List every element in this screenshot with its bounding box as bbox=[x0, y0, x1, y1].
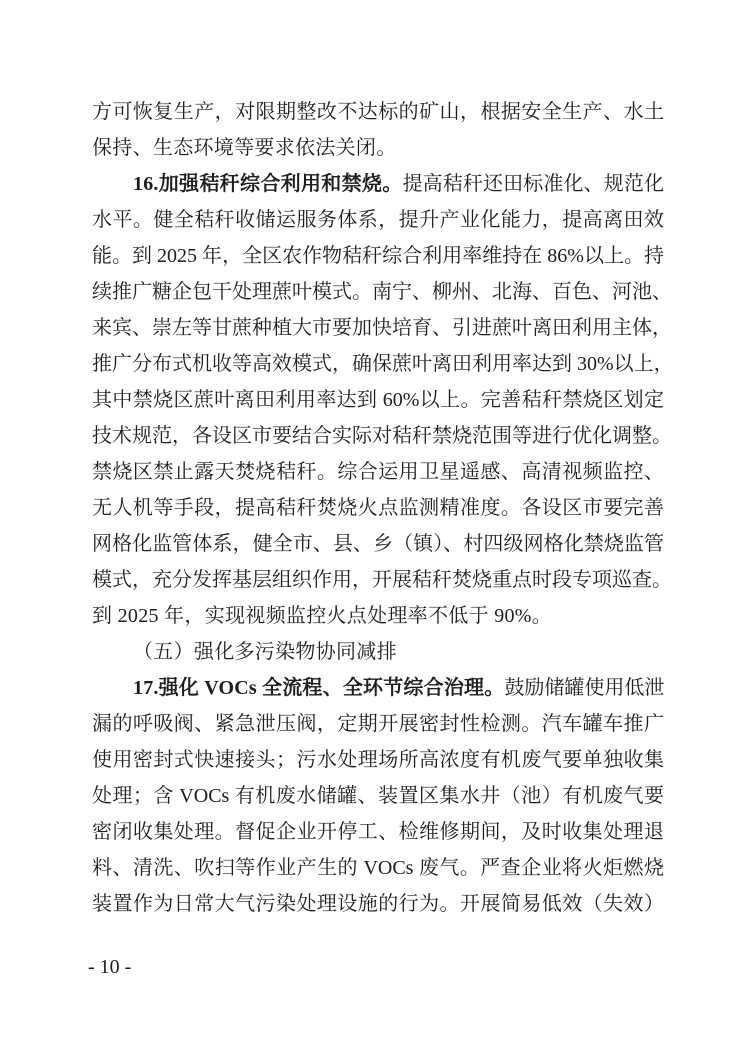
document-body bbox=[92, 94, 674, 922]
heading-text-segment: 17.强化 VOCs 全流程、全环节综合治理。 bbox=[133, 677, 505, 699]
text-line bbox=[92, 382, 664, 418]
text-segment: （五）强化多污染物协同减排 bbox=[133, 641, 397, 663]
text-line bbox=[92, 526, 664, 562]
text-segment: 来宾、崇左等甘蔗种植大市要加快培育、引进蔗叶离田利用主体， bbox=[92, 317, 672, 339]
page-number: - 10 - bbox=[88, 956, 132, 978]
text-line bbox=[92, 202, 664, 238]
text-line bbox=[92, 706, 664, 742]
text-line bbox=[92, 490, 664, 526]
text-line bbox=[92, 814, 664, 850]
text-line bbox=[92, 94, 664, 130]
text-line bbox=[92, 166, 664, 202]
text-line bbox=[92, 634, 664, 670]
text-segment: 网格化监管体系，健全市、县、乡（镇）、村四级网格化禁烧监管 bbox=[92, 533, 664, 555]
text-line bbox=[92, 778, 664, 814]
text-segment: 装置作为日常大气污染处理设施的行为。开展简易低效（失效） bbox=[92, 893, 664, 915]
text-segment: 到 2025 年，实现视频监控火点处理率不低于 90%。 bbox=[92, 605, 553, 627]
text-line bbox=[92, 274, 672, 310]
text-line bbox=[92, 238, 664, 274]
text-line bbox=[92, 670, 664, 706]
text-line bbox=[92, 454, 664, 490]
text-line bbox=[92, 742, 664, 778]
text-segment: 处理；含 VOCs 有机废水储罐、装置区集水井（池）有机废气要 bbox=[92, 785, 664, 807]
text-line bbox=[92, 598, 664, 634]
text-line bbox=[92, 886, 664, 922]
text-line bbox=[92, 562, 672, 598]
text-line bbox=[92, 418, 672, 454]
text-segment: 方可恢复生产，对限期整改不达标的矿山，根据安全生产、水土 bbox=[92, 101, 664, 123]
text-segment: 密闭收集处理。督促企业开停工、检维修期间，及时收集处理退 bbox=[92, 821, 664, 843]
text-segment: 漏的呼吸阀、紧急泄压阀，定期开展密封性检测。汽车罐车推广 bbox=[92, 713, 664, 735]
text-segment: 模式，充分发挥基层组织作用，开展秸秆焚烧重点时段专项巡查。 bbox=[92, 569, 672, 591]
text-segment: 无人机等手段，提高秸秆焚烧火点监测精准度。各设区市要完善 bbox=[92, 497, 664, 519]
text-segment: 水平。健全秸秆收储运服务体系，提升产业化能力，提高离田效 bbox=[92, 209, 664, 231]
text-segment: 能。到 2025 年，全区农作物秸秆综合利用率维持在 86%以上。持 bbox=[92, 245, 664, 267]
text-segment: 鼓励储罐使用低泄 bbox=[504, 677, 665, 699]
text-segment: 续推广糖企包干处理蔗叶模式。南宁、柳州、北海、百色、河池、 bbox=[92, 281, 672, 303]
text-segment: 技术规范，各设区市要结合实际对秸秆禁烧范围等进行优化调整。 bbox=[92, 425, 672, 447]
text-segment: 料、清洗、吹扫等作业产生的 VOCs 废气。严查企业将火炬燃烧 bbox=[92, 857, 664, 879]
text-segment: 保持、生态环境等要求依法关闭。 bbox=[92, 137, 397, 159]
text-segment: 提高秸秆还田标准化、规范化 bbox=[402, 173, 665, 195]
text-line bbox=[92, 130, 664, 166]
text-line bbox=[92, 310, 672, 346]
text-segment: 使用密封式快速接头；污水处理场所高浓度有机废气要单独收集 bbox=[92, 749, 664, 771]
text-line bbox=[92, 346, 674, 382]
text-segment: 推广分布式机收等高效模式，确保蔗叶离田利用率达到 30%以上， bbox=[92, 353, 674, 375]
text-segment: 禁烧区禁止露天焚烧秸秆。综合运用卫星遥感、高清视频监控、 bbox=[92, 461, 664, 483]
text-segment: 其中禁烧区蔗叶离田利用率达到 60%以上。完善秸秆禁烧区划定 bbox=[92, 389, 664, 411]
text-line bbox=[92, 850, 664, 886]
heading-text-segment: 16.加强秸秆综合利用和禁烧。 bbox=[133, 173, 403, 195]
